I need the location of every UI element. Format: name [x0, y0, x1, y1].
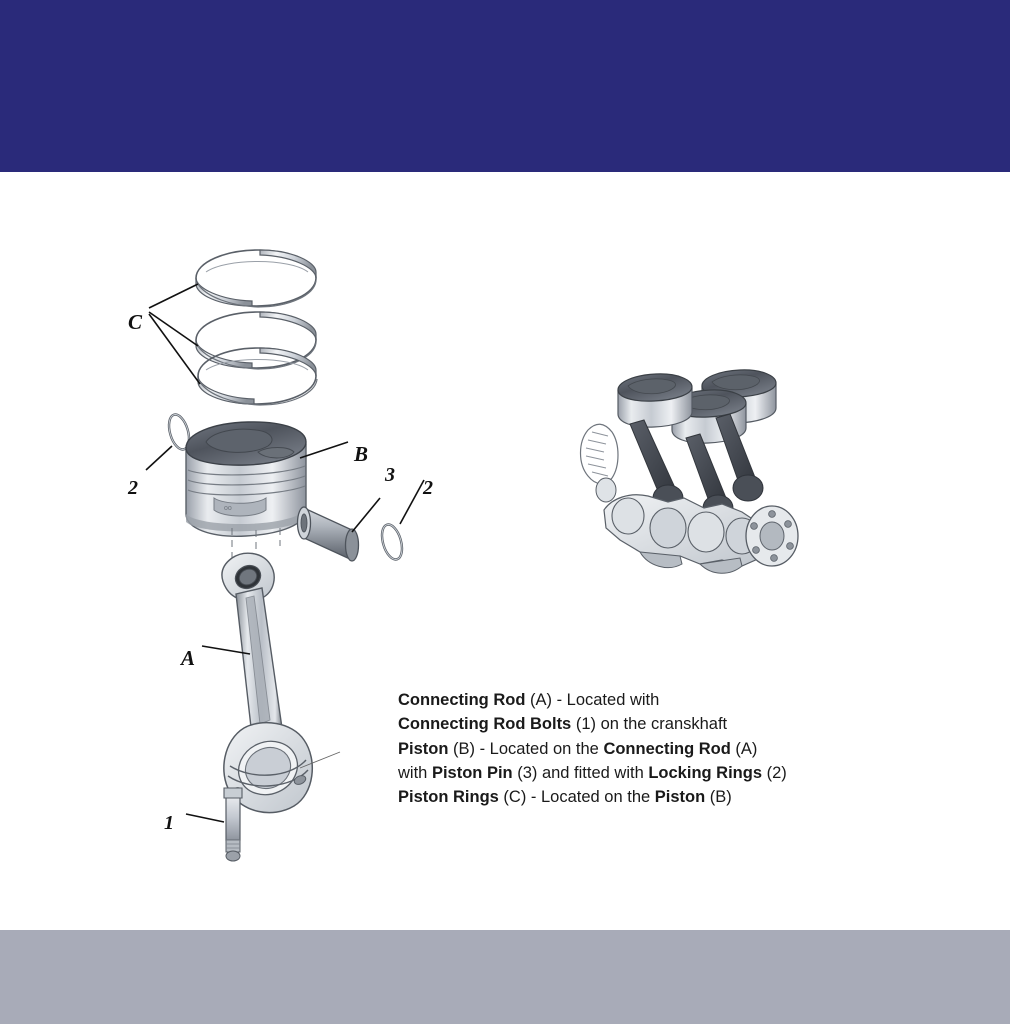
- callout-2-left: 2: [128, 477, 138, 499]
- callout-b: B: [354, 442, 369, 466]
- crankshaft-assembly: [581, 370, 799, 573]
- caption-line-1: [398, 688, 958, 712]
- connecting-rod-bolt: [186, 788, 242, 861]
- svg-text:oo: oo: [224, 505, 232, 512]
- leader-2-left: [146, 446, 172, 470]
- leader-c-1: [149, 284, 198, 308]
- caption-text: (A) - Located with: [525, 691, 660, 709]
- caption-term: Connecting Rod Bolts: [398, 715, 572, 734]
- piston-ring-1: [196, 250, 316, 307]
- leader-1: [186, 814, 224, 822]
- timing-chain: [581, 424, 619, 502]
- connecting-rod: [202, 553, 340, 812]
- caption-term: Piston Rings: [398, 788, 499, 807]
- caption-text: (B): [705, 788, 732, 807]
- piston-rings-group: [149, 250, 317, 405]
- caption-text: (3) and fitted with: [512, 763, 649, 782]
- piston-assembly-illustration: [0, 180, 1024, 930]
- exploded-view-svg: [0, 180, 1024, 930]
- caption-text: (C) - Located on the: [498, 788, 655, 807]
- piston: [186, 422, 348, 572]
- piston-ring-3: [198, 348, 317, 405]
- callout-c: C: [128, 310, 143, 334]
- header-band-right-margin: [1010, 0, 1024, 172]
- caption-line-5: [398, 785, 958, 809]
- piston-pin: [298, 498, 381, 561]
- caption-text: (A): [730, 739, 758, 758]
- caption-term: Piston: [654, 788, 706, 807]
- caption-term: Piston Pin: [431, 763, 513, 782]
- callout-3: 3: [385, 464, 395, 486]
- caption-line-3: [398, 737, 958, 761]
- leader-3: [352, 498, 380, 532]
- footer-band: [0, 930, 1010, 1024]
- caption-term: Connecting Rod: [398, 691, 526, 709]
- caption-line-2: [398, 712, 958, 736]
- caption-text: (2): [762, 763, 787, 782]
- callout-1: 1: [164, 812, 174, 834]
- locking-ring-right: [378, 480, 424, 562]
- caption-text: with: [398, 763, 432, 782]
- caption-term: Connecting Rod: [603, 739, 731, 758]
- callout-a: A: [181, 646, 196, 670]
- footer-band-right-margin: [1010, 930, 1024, 1024]
- leader-c-2: [149, 312, 198, 346]
- assembly-piston-front: [618, 374, 692, 427]
- leader-b: [300, 442, 348, 458]
- caption-term: Locking Rings: [648, 763, 763, 782]
- leader-c-3: [149, 314, 200, 384]
- caption-text: (1) on the cranskhaft: [571, 715, 728, 734]
- leader-2-right: [400, 480, 424, 524]
- callout-2-right: 2: [423, 477, 433, 499]
- caption-line-4: [398, 761, 958, 785]
- parts-description: [398, 688, 958, 809]
- caption-term: Piston: [398, 739, 449, 758]
- header-band: [0, 0, 1010, 172]
- caption-text: (B) - Located on the: [448, 739, 604, 758]
